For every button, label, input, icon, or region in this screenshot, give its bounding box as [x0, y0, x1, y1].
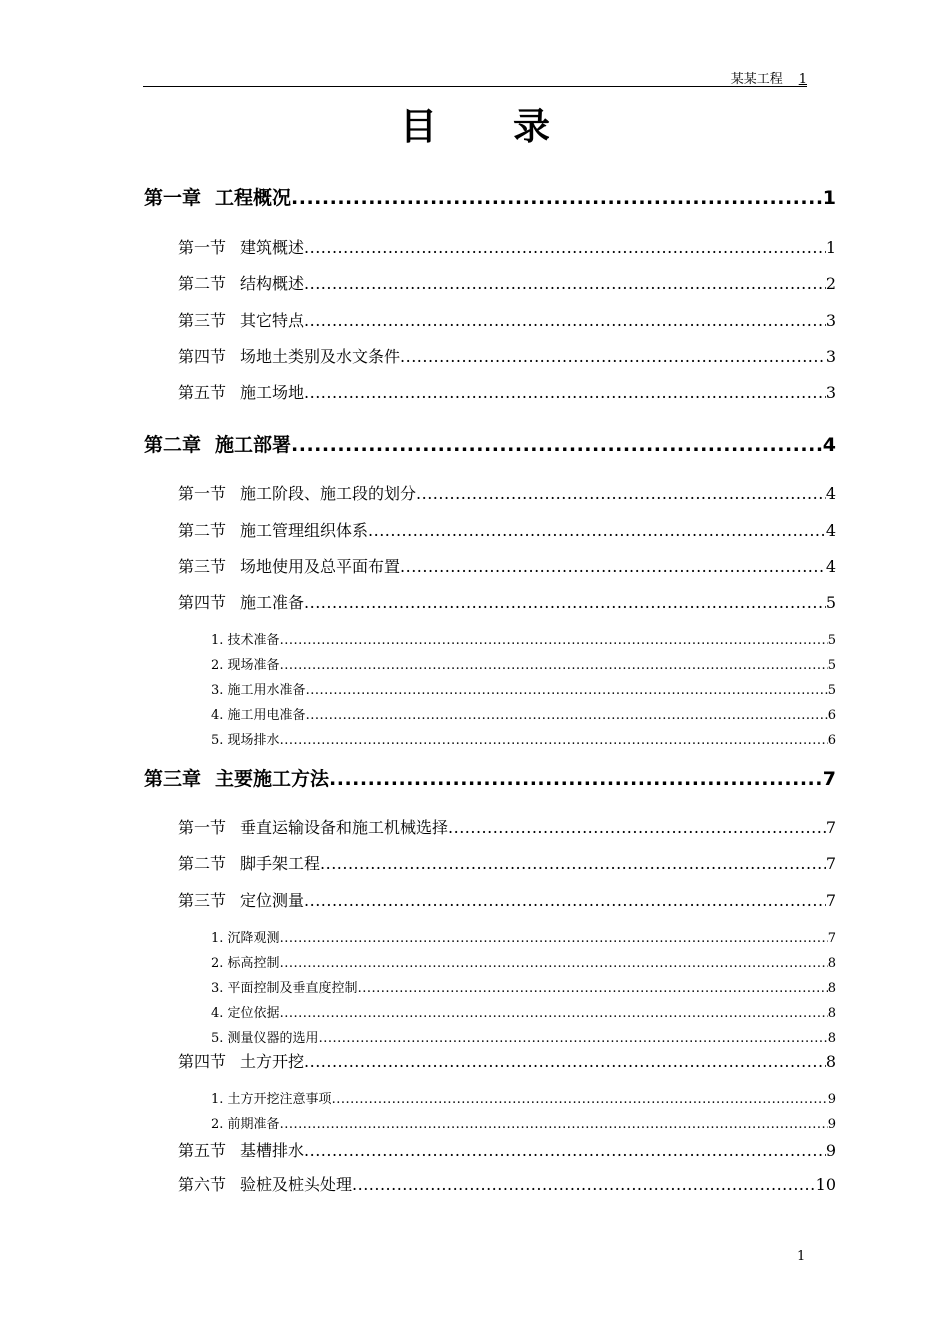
toc-title: 目录	[400, 105, 626, 148]
toc-entry[interactable]	[211, 679, 836, 698]
toc-entry[interactable]	[211, 1002, 836, 1021]
toc-leader-dots	[304, 593, 826, 612]
toc-entry-text: 工程概况	[215, 187, 292, 209]
toc-entry[interactable]	[178, 815, 836, 838]
toc-entry-text: 施工用水准备	[227, 683, 306, 698]
toc-entry-number: 第一节	[178, 818, 227, 837]
toc-entry[interactable]	[178, 380, 836, 403]
toc-entry-label	[211, 629, 280, 648]
toc-entry-text: 验桩及桩头处理	[240, 1175, 353, 1194]
toc-entry-label	[211, 952, 280, 971]
toc-entry-text: 施工部署	[215, 434, 292, 456]
toc-entry-label	[178, 1172, 352, 1195]
toc-entry-number: 第一节	[178, 238, 227, 257]
toc-entry-number: 1.	[211, 633, 224, 648]
toc-entry-text: 施工管理组织体系	[240, 521, 369, 540]
toc-entry-page: 3	[825, 383, 836, 402]
toc-entry-page: 7	[825, 818, 836, 837]
toc-entry-number: 第一章	[144, 187, 202, 209]
toc-entry[interactable]	[211, 1088, 836, 1107]
toc-entry[interactable]	[144, 183, 836, 210]
toc-entry-page: 8	[827, 1006, 836, 1021]
toc-entry-number: 第二节	[178, 854, 227, 873]
toc-entry-page: 1	[822, 187, 836, 209]
toc-entry-page: 4	[825, 484, 836, 503]
toc-entry-text: 场地土类别及水文条件	[240, 347, 401, 366]
toc-entry[interactable]	[178, 308, 836, 331]
toc-entry-text: 脚手架工程	[240, 854, 321, 873]
toc-entry-page: 7	[822, 768, 836, 790]
toc-entry[interactable]	[178, 518, 836, 541]
toc-leader-dots	[304, 891, 826, 910]
toc-entry-text: 测量仪器的选用	[227, 1031, 319, 1046]
toc-entry-text: 结构概述	[240, 274, 305, 293]
toc-entry[interactable]	[211, 729, 836, 748]
toc-entry-number: 第三章	[144, 768, 202, 790]
toc-entry[interactable]	[178, 554, 836, 577]
toc-leader-dots	[448, 818, 826, 837]
toc-entry-page: 5	[825, 593, 836, 612]
toc-entry[interactable]	[178, 590, 836, 613]
toc-entry[interactable]	[178, 888, 836, 911]
toc-leader-dots	[280, 733, 828, 748]
toc-leader-dots	[304, 274, 826, 293]
toc-entry-label	[144, 430, 291, 457]
toc-entry-number: 第一节	[178, 484, 227, 503]
toc-entry-page: 8	[827, 1031, 836, 1046]
toc-entry-label	[144, 764, 329, 791]
toc-entry-text: 建筑概述	[240, 238, 305, 257]
toc-entry-number: 5.	[211, 733, 224, 748]
toc-entry-text: 施工用电准备	[227, 708, 306, 723]
toc-leader-dots	[306, 708, 828, 723]
toc-entry-number: 第四节	[178, 593, 227, 612]
toc-entry-number: 3.	[211, 683, 224, 698]
toc-entry-number: 2.	[211, 956, 224, 971]
toc-leader-dots	[304, 311, 826, 330]
toc-entry-number: 1.	[211, 1092, 224, 1107]
toc-leader-dots	[358, 981, 828, 996]
toc-leader-dots	[352, 1175, 816, 1194]
toc-entry-number: 4.	[211, 1006, 224, 1021]
toc-entry-text: 土方开挖	[240, 1052, 305, 1071]
toc-entry-label	[211, 1002, 280, 1021]
toc-entry-label	[178, 1049, 304, 1072]
toc-leader-dots	[319, 1031, 828, 1046]
toc-entry-page: 4	[822, 434, 836, 456]
toc-entry[interactable]	[211, 704, 836, 723]
toc-entry-page: 7	[825, 891, 836, 910]
toc-entry-label	[178, 380, 304, 403]
toc-leader-dots	[320, 854, 826, 873]
toc-entry[interactable]	[178, 1172, 836, 1195]
toc-entry-label	[178, 344, 400, 367]
toc-entry-page: 10	[815, 1175, 836, 1194]
toc-entry-text: 沉降观测	[227, 931, 280, 946]
toc-entry-number: 2.	[211, 658, 224, 673]
toc-entry[interactable]	[144, 430, 836, 457]
toc-leader-dots	[329, 768, 823, 790]
toc-entry-label	[178, 590, 304, 613]
toc-entry-page: 7	[825, 854, 836, 873]
toc-entry[interactable]	[211, 654, 836, 673]
header-page-number: 1	[798, 72, 807, 87]
toc-entry-page: 4	[825, 521, 836, 540]
toc-entry-number: 第三节	[178, 557, 227, 576]
toc-entry-text: 施工场地	[240, 383, 305, 402]
toc-leader-dots	[304, 1052, 826, 1071]
toc-entry-label	[178, 308, 304, 331]
toc-entry-number: 第三节	[178, 891, 227, 910]
toc-entry[interactable]	[178, 235, 836, 258]
toc-entry-text: 场地使用及总平面布置	[240, 557, 401, 576]
toc-entry-number: 第三节	[178, 311, 227, 330]
toc-entry[interactable]	[211, 977, 836, 996]
toc-entry-label	[178, 271, 304, 294]
toc-entry-text: 技术准备	[227, 633, 280, 648]
toc-entry[interactable]	[178, 1138, 836, 1161]
footer-page-number: 1	[797, 1249, 806, 1264]
toc-entry-text: 主要施工方法	[215, 768, 330, 790]
toc-leader-dots	[280, 633, 828, 648]
toc-entry-label	[178, 888, 304, 911]
toc-entry-page: 7	[827, 931, 836, 946]
toc-entry-page: 5	[827, 683, 836, 698]
toc-leader-dots	[400, 557, 826, 576]
toc-entry-text: 前期准备	[227, 1117, 280, 1132]
toc-entry-page: 1	[825, 238, 836, 257]
toc-entry[interactable]	[178, 344, 836, 367]
toc-entry-label	[178, 554, 400, 577]
toc-entry-label	[211, 679, 306, 698]
toc-leader-dots	[304, 238, 826, 257]
toc-entry-number: 1.	[211, 931, 224, 946]
toc-entry-text: 基槽排水	[240, 1141, 305, 1160]
toc-entry-page: 9	[827, 1117, 836, 1132]
toc-entry-page: 9	[825, 1141, 836, 1160]
toc-entry-text: 定位依据	[227, 1006, 280, 1021]
toc-entry-number: 3.	[211, 981, 224, 996]
toc-entry[interactable]	[211, 952, 836, 971]
toc-entry-page: 3	[825, 347, 836, 366]
toc-entry-number: 4.	[211, 708, 224, 723]
toc-entry-text: 标高控制	[227, 956, 280, 971]
toc-entry-page: 3	[825, 311, 836, 330]
toc-entry-label	[178, 1138, 304, 1161]
toc-entry[interactable]	[211, 629, 836, 648]
toc-entry[interactable]	[211, 1113, 836, 1132]
toc-entry[interactable]	[178, 851, 836, 874]
toc-entry-text: 现场排水	[227, 733, 280, 748]
toc-entry-page: 9	[827, 1092, 836, 1107]
toc-entry-page: 6	[827, 733, 836, 748]
toc-leader-dots	[332, 1092, 828, 1107]
toc-entry-label	[178, 518, 368, 541]
toc-leader-dots	[291, 187, 823, 209]
toc-leader-dots	[400, 347, 826, 366]
toc-entry-label	[211, 704, 306, 723]
toc-leader-dots	[280, 658, 828, 673]
toc-entry-label	[178, 235, 304, 258]
toc-entry-label	[211, 1088, 332, 1107]
toc-entry-label	[178, 851, 320, 874]
toc-entry-number: 第四节	[178, 1052, 227, 1071]
toc-entry-page: 8	[827, 956, 836, 971]
toc-entry-page: 8	[825, 1052, 836, 1071]
toc-entry-page: 5	[827, 658, 836, 673]
toc-entry-label	[211, 1027, 319, 1046]
toc-leader-dots	[280, 1006, 828, 1021]
toc-entry-text: 平面控制及垂直度控制	[227, 981, 358, 996]
toc-entry-number: 第四节	[178, 347, 227, 366]
toc-entry-page: 2	[825, 274, 836, 293]
toc-leader-dots	[280, 1117, 828, 1132]
toc-leader-dots	[304, 1141, 826, 1160]
toc-leader-dots	[416, 484, 826, 503]
toc-entry-page: 4	[825, 557, 836, 576]
toc-entry-page: 5	[827, 633, 836, 648]
toc-leader-dots	[368, 521, 826, 540]
toc-entry-number: 第五节	[178, 1141, 227, 1160]
toc-entry-text: 垂直运输设备和施工机械选择	[240, 818, 449, 837]
toc-entry-label	[144, 183, 291, 210]
toc-entry-label	[178, 481, 416, 504]
toc-entry-number: 第二节	[178, 521, 227, 540]
toc-entry-number: 第二章	[144, 434, 202, 456]
toc-entry-text: 定位测量	[240, 891, 305, 910]
toc-entry[interactable]	[178, 271, 836, 294]
toc-entry-label	[211, 1113, 280, 1132]
toc-entry[interactable]	[144, 764, 836, 791]
toc-leader-dots	[280, 956, 828, 971]
toc-entry-label	[211, 927, 280, 946]
toc-entry-page: 8	[827, 981, 836, 996]
toc-entry[interactable]	[178, 1049, 836, 1072]
toc-entry-number: 第二节	[178, 274, 227, 293]
toc-leader-dots	[304, 383, 826, 402]
toc-entry-label	[211, 729, 280, 748]
toc-entry-text: 现场准备	[227, 658, 280, 673]
toc-leader-dots	[306, 683, 828, 698]
toc-entry-text: 施工准备	[240, 593, 305, 612]
toc-leader-dots	[280, 931, 828, 946]
toc-entry-number: 第六节	[178, 1175, 227, 1194]
toc-entry-text: 土方开挖注意事项	[227, 1092, 332, 1107]
toc-leader-dots	[291, 434, 823, 456]
toc-entry-label	[178, 815, 448, 838]
toc-entry-number: 2.	[211, 1117, 224, 1132]
toc-entry-label	[211, 977, 358, 996]
toc-entry-text: 施工阶段、施工段的划分	[240, 484, 417, 503]
header-title: 某某工程	[730, 72, 783, 87]
toc-entry[interactable]	[211, 1027, 836, 1046]
toc-entry-number: 5.	[211, 1031, 224, 1046]
toc-entry[interactable]	[178, 481, 836, 504]
toc-entry[interactable]	[211, 927, 836, 946]
toc-entry-text: 其它特点	[240, 311, 305, 330]
toc-entry-number: 第五节	[178, 383, 227, 402]
toc-entry-page: 6	[827, 708, 836, 723]
toc-entry-label	[211, 654, 280, 673]
